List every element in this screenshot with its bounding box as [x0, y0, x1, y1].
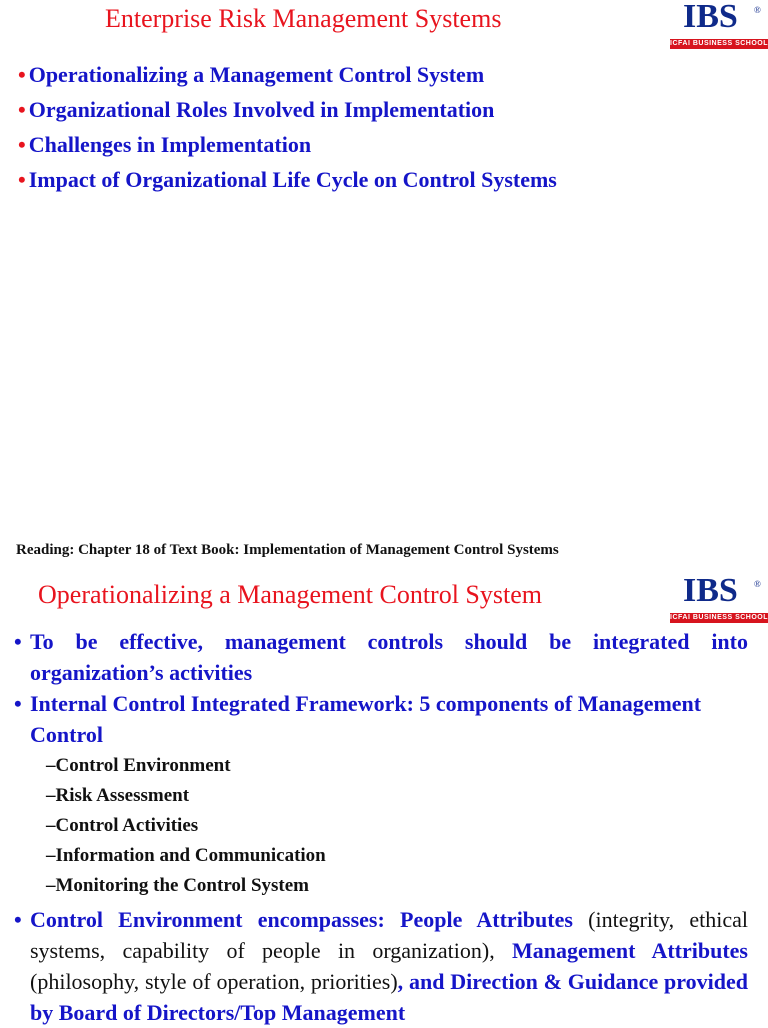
bullet-dot-icon: • — [14, 907, 22, 932]
bullet-dot-icon: • — [14, 629, 22, 654]
slide-title: Enterprise Risk Management Systems — [105, 4, 502, 33]
slide-2 — [0, 574, 768, 1024]
logo-tagline: ICFAI BUSINESS SCHOOL — [670, 614, 768, 621]
sub-item: –Monitoring the Control System — [46, 875, 309, 896]
logo-tagline: ICFAI BUSINESS SCHOOL — [670, 40, 768, 47]
logo-word: IBS — [683, 0, 738, 35]
sub-item: –Information and Communication — [46, 845, 326, 866]
bullet-item: • Operationalizing a Management Control System — [18, 62, 485, 87]
bullet-item: • Control Environment encompasses: People Attributes (integrity, ethical systems, capability of people in organization), Management Attributes (philosophy, style of operation, priorities), and Direction & Guidance provided by Board of Directors/Top Management — [14, 904, 748, 1028]
sub-item: –Control Activities — [46, 815, 199, 836]
logo-registered-mark: ® — [754, 5, 761, 15]
bullet-item: • To be effective, management controls should be integrated into organization’s activities — [14, 626, 748, 688]
bullet-dot-icon: • — [18, 62, 26, 87]
ibs-logo — [670, 0, 768, 50]
bullet-dot-icon: • — [18, 132, 26, 157]
sub-item: –Control Environment — [46, 755, 231, 776]
reading-note: Reading: Chapter 18 of Text Book: Implementation of Management Control Systems — [16, 542, 559, 558]
bullet-item: • Impact of Organizational Life Cycle on Control Systems — [18, 167, 557, 192]
bullet-dot-icon: • — [18, 167, 26, 192]
sub-item: –Risk Assessment — [46, 785, 190, 806]
bullet-item: • Internal Control Integrated Framework: 5 components of Management Control — [14, 688, 748, 750]
bullet-item: • Organizational Roles Involved in Implementation — [18, 97, 495, 122]
bullet-dot-icon: • — [14, 691, 22, 716]
ibs-logo — [670, 572, 768, 624]
bullet-item: • Challenges in Implementation — [18, 132, 312, 157]
logo-registered-mark: ® — [754, 579, 761, 589]
logo-word: IBS — [683, 572, 738, 609]
bullet-dot-icon: • — [18, 97, 26, 122]
slide-title: Operationalizing a Management Control System — [38, 580, 542, 609]
